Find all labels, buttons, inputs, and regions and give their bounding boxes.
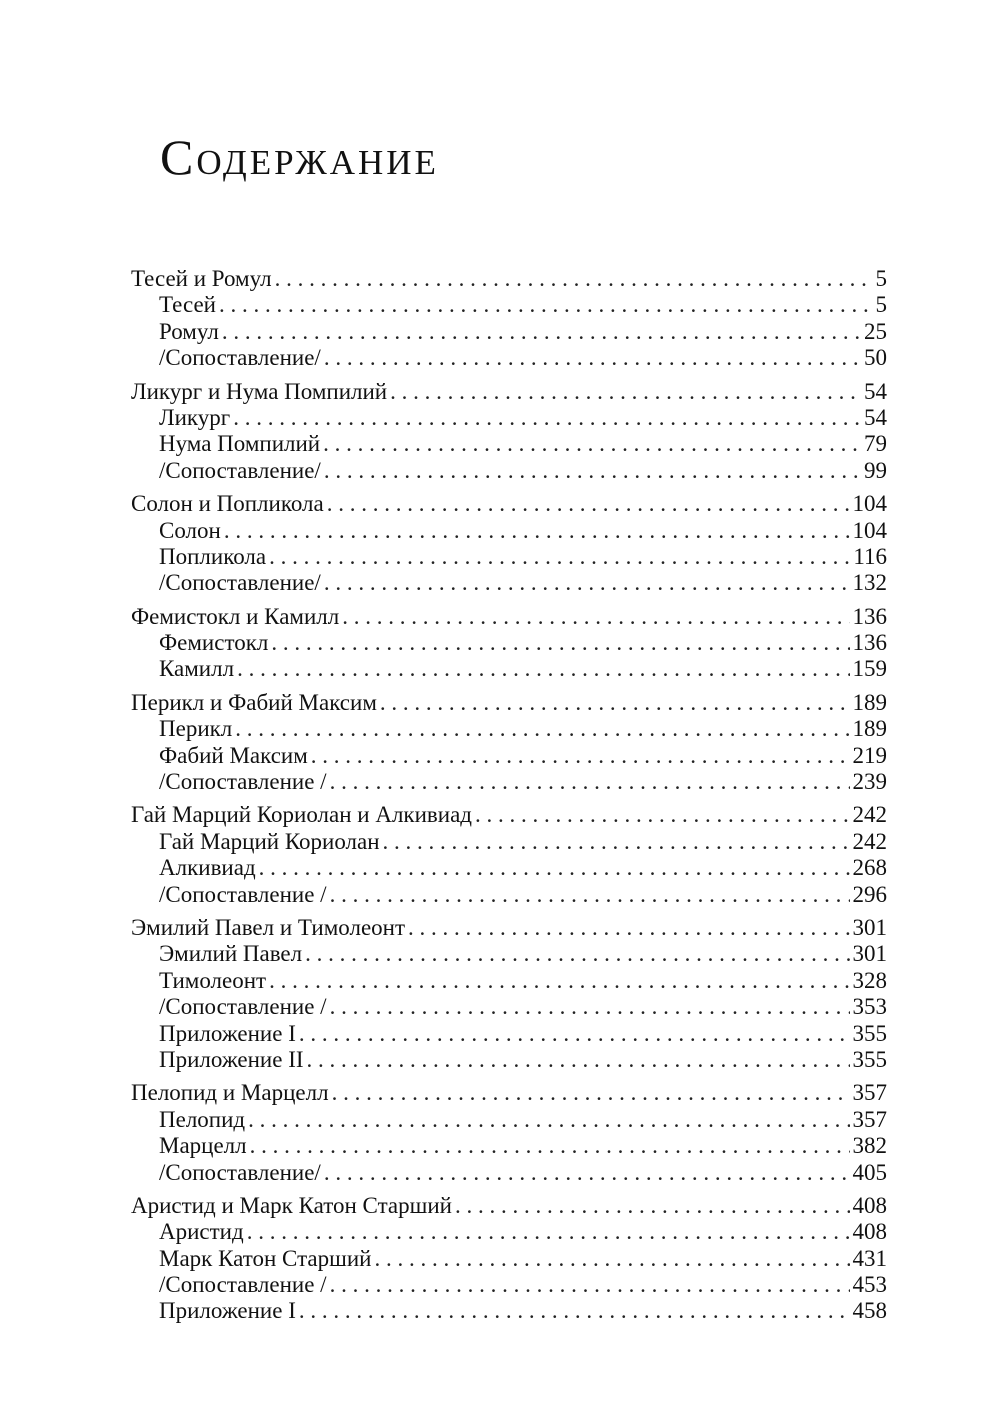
toc-entry-label: Гай Марций Кориолан и Алкивиад [131,802,472,828]
dot-leader [475,802,850,828]
toc-subentry[interactable] [131,1272,887,1298]
toc-page-number: 296 [852,881,887,907]
dot-leader [269,968,849,994]
dot-leader [224,518,850,544]
toc-subentry[interactable] [131,630,887,656]
toc-page-number: 116 [853,543,887,569]
dot-leader [233,405,861,431]
toc-subentry[interactable] [131,1133,887,1159]
toc-page-number: 189 [852,689,887,715]
toc-subentry[interactable] [131,656,887,682]
toc-page-number: 431 [852,1245,887,1271]
toc-page-number: 408 [852,1192,887,1218]
dot-leader [390,379,861,405]
toc-subentry[interactable] [131,1047,887,1073]
page-title: Содержание [160,129,439,185]
toc-subentry[interactable] [131,941,887,967]
toc-entry-label: Пелопид [159,1106,246,1132]
dot-leader [324,1160,850,1186]
dot-leader [311,743,850,769]
toc-entry-label: Ромул [159,318,219,344]
toc-page-number: 104 [852,517,887,543]
toc-entry-label: /Сопоставление/ [159,1159,321,1185]
toc-section-entry[interactable] [131,1080,887,1106]
toc-entry-label: Эмилий Павел [159,941,303,967]
toc-page-number: 242 [852,802,887,828]
toc-entry-label: Аристид [159,1219,244,1245]
toc-entry-label: Фемистокл [159,630,269,656]
toc-subentry[interactable] [131,1246,887,1272]
toc-page-number: 136 [852,630,887,656]
dot-leader [342,604,849,630]
dot-leader [275,266,873,292]
dot-leader [408,915,849,941]
toc-entry-label: Камилл [159,656,235,682]
toc-page-number: 5 [875,266,887,291]
toc-page-number: 79 [864,431,887,457]
dot-leader [259,855,850,881]
dot-leader [269,544,850,570]
dot-leader [374,1246,849,1272]
dot-leader [323,431,861,457]
toc-subentry[interactable] [131,1219,887,1245]
toc-page-number: 242 [852,828,887,854]
dot-leader [299,1298,850,1324]
dot-leader [222,319,861,345]
toc-entry-label: /Сопоставление/ [159,570,321,596]
toc-section-entry[interactable] [131,379,887,405]
toc-entry-label: /Сопоставление / [159,1272,327,1298]
toc-page-number: 99 [864,457,887,483]
toc-entry-label: Пелопид и Марцелл [131,1080,329,1106]
dot-leader [305,941,849,967]
toc-entry-label: Ликург [159,404,231,430]
toc-page-number: 25 [864,318,887,344]
toc-entry-label: Перикл [159,716,233,742]
toc-subentry[interactable] [131,1021,887,1047]
toc-page-number: 458 [852,1298,887,1324]
toc-page-number: 408 [852,1219,887,1245]
toc-entry-label: Приложение II [159,1046,304,1072]
dot-leader [247,1219,850,1245]
toc-entry-label: Гай Марций Кориолан [159,828,380,854]
dot-leader [330,882,850,908]
toc-page-number: 54 [864,378,887,404]
toc-page-number: 355 [852,1020,887,1046]
toc-entry-label: Перикл и Фабий Максим [131,689,377,715]
toc-page-number: 301 [852,941,887,967]
toc-subentry[interactable] [131,345,887,371]
toc-page-number: 405 [852,1159,887,1185]
toc-section-entry[interactable] [131,491,887,517]
toc-entry-label: Эмилий Павел и Тимолеонт [131,914,406,940]
dot-leader [248,1107,849,1133]
toc-section [131,802,887,908]
toc-section [131,1193,887,1325]
toc-entry-label: /Сопоставление/ [159,345,321,371]
toc-entry-label: Попликола [159,543,267,569]
dot-leader [380,690,850,716]
toc-subentry[interactable] [131,716,887,742]
toc-page-number: 132 [852,570,887,596]
toc-subentry[interactable] [131,319,887,345]
toc-entry-label: Аристид и Марк Катон Старший [131,1192,452,1218]
dot-leader [237,656,849,682]
toc-subentry[interactable] [131,292,887,318]
dot-leader [330,769,850,795]
toc-entry-label: /Сопоставление / [159,881,327,907]
toc-entry-label: Ликург и Нума Помпилий [131,378,388,404]
toc-subentry[interactable] [131,570,887,596]
toc-page-number: 453 [852,1272,887,1298]
toc-entry-label: Алкивиад [159,855,256,881]
toc-entry-label: Тимолеонт [159,967,267,993]
toc-subentry[interactable] [131,1298,887,1324]
dot-leader [327,491,850,517]
toc-entry-label: Нума Помпилий [159,431,321,457]
toc-subentry[interactable] [131,405,887,431]
toc-entry-label: Фабий Максим [159,742,308,768]
toc-subentry[interactable] [131,968,887,994]
toc-entry-label: Солон [159,517,221,543]
toc-section-entry[interactable] [131,915,887,941]
toc-section [131,379,887,485]
table-of-contents [131,266,887,1332]
toc-page-number: 328 [852,967,887,993]
toc-subentry[interactable] [131,743,887,769]
toc-page-number: 357 [852,1080,887,1106]
dot-leader [235,716,849,742]
toc-section [131,915,887,1073]
dot-leader [307,1047,850,1073]
toc-entry-label: Фемистокл и Камилл [131,603,340,629]
toc-entry-label: Тесей и Ромул [131,266,272,291]
toc-subentry[interactable] [131,544,887,570]
toc-page-number: 239 [852,769,887,795]
toc-section-entry[interactable] [131,802,887,828]
dot-leader [271,630,849,656]
toc-subentry[interactable] [131,1107,887,1133]
toc-entry-label: Тесей [159,292,216,318]
toc-entry-label: /Сопоставление / [159,994,327,1020]
toc-subentry[interactable] [131,769,887,795]
dot-leader [324,570,850,596]
dot-leader [332,1080,850,1106]
dot-leader [250,1133,850,1159]
toc-entry-label: /Сопоставление / [159,769,327,795]
dot-leader [324,458,861,484]
dot-leader [383,829,850,855]
toc-entry-label: Приложение I [159,1298,296,1324]
toc-entry-label: Марк Катон Старший [159,1245,372,1271]
toc-section [131,604,887,683]
toc-entry-label: /Сопоставление/ [159,457,321,483]
toc-page-number: 219 [852,742,887,768]
dot-leader [455,1193,850,1219]
toc-page-number: 54 [864,404,887,430]
toc-section [131,266,887,372]
toc-page-number: 268 [852,855,887,881]
toc-page-number: 382 [852,1133,887,1159]
toc-page-number: 104 [852,491,887,517]
toc-page-number: 50 [864,345,887,371]
toc-entry-label: Марцелл [159,1133,247,1159]
toc-subentry[interactable] [131,1160,887,1186]
toc-subentry[interactable] [131,431,887,457]
dot-leader [324,345,861,371]
toc-section-entry[interactable] [131,266,887,292]
dot-leader [219,292,873,318]
dot-leader [330,1272,850,1298]
toc-entry-label: Приложение I [159,1020,296,1046]
dot-leader [299,1021,850,1047]
dot-leader [330,994,850,1020]
toc-page-number: 353 [852,994,887,1020]
toc-page-number: 189 [852,716,887,742]
toc-page-number: 357 [852,1106,887,1132]
toc-subentry[interactable] [131,994,887,1020]
toc-section [131,491,887,597]
toc-section-entry[interactable] [131,604,887,630]
toc-page-number: 136 [852,603,887,629]
toc-page-number: 5 [875,292,887,318]
toc-subentry[interactable] [131,882,887,908]
toc-section-entry[interactable] [131,1193,887,1219]
toc-subentry[interactable] [131,458,887,484]
toc-subentry[interactable] [131,518,887,544]
toc-page-number: 301 [852,914,887,940]
toc-subentry[interactable] [131,829,887,855]
toc-entry-label: Солон и Попликола [131,491,324,517]
toc-section-entry[interactable] [131,690,887,716]
toc-page-number: 355 [852,1046,887,1072]
toc-section [131,1080,887,1186]
toc-section [131,690,887,796]
toc-page-number: 159 [852,656,887,682]
toc-subentry[interactable] [131,855,887,881]
